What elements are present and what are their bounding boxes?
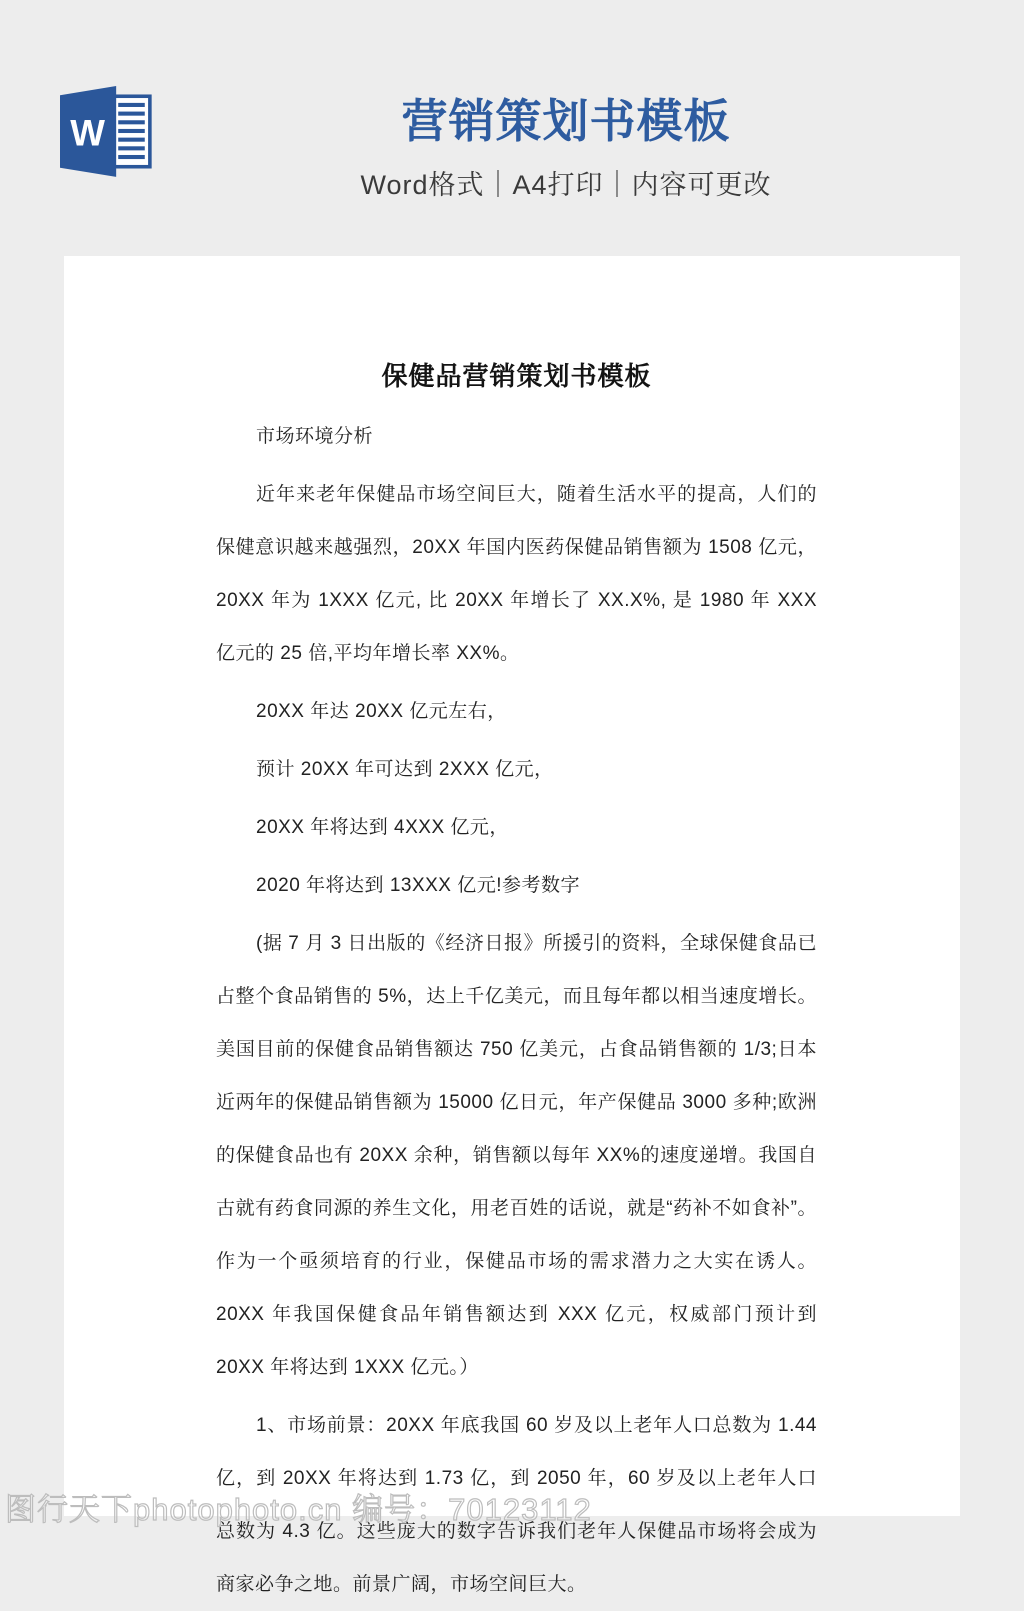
document-page [64, 256, 960, 1595]
paragraph-forecast-2: 预计 20XX 年可达到 2XXX 亿元， [256, 759, 554, 780]
paragraph-forecast-3: 20XX 年将达到 4XXX 亿元， [256, 817, 509, 838]
header [0, 0, 1024, 256]
paragraph-market-analysis-heading: 市场环境分析 [256, 426, 374, 447]
document-title: 保健品营销策划书模板 [381, 361, 652, 391]
word-w-letter: W [70, 112, 105, 154]
paragraph-forecast-4: 2020 年将达到 13XXX 亿元!参考数字 [256, 875, 581, 896]
page-title: 营销策划书模板 [401, 95, 731, 147]
page-subtitle: Word格式｜A4打印｜内容可更改 [360, 169, 772, 200]
watermark-text: 图行天下photophoto.cn 编号：70123112 [5, 1492, 592, 1527]
header-text [108, 96, 1024, 202]
paragraph-market-prospect: 1、市场前景：20XX 年底我国 60 岁及以上老年人口总数为 1.44 亿，到 20XX 年将达到 1.73 亿，到 2050 年，60 岁及以上老年人口总数为 4.3 亿。这些庞大的数字告诉我们老年人保健品市场将会成为商家必争之地。前景广阔，市场空间巨大。 [216, 1415, 817, 1595]
paragraph-market-overview: 近年来老年保健品市场空间巨大，随着生活水平的提高，人们的保健意识越来越强烈，20XX 年国内医药保健品销售额为 1508 亿元，20XX 年为 1XXX 亿元, 比 20XX 年增长了 XX.X%, 是 1980 年 XXX 亿元的 25 倍,平均年增长率 XX%。 [216, 484, 817, 664]
paragraph-forecast-1: 20XX 年达 20XX 亿元左右， [256, 701, 507, 722]
paragraph-global-market: (据 7 月 3 日出版的《经济日报》所援引的资料，全球保健食品已占整个食品销售的 5%，达上千亿美元，而且每年都以相当速度增长。美国目前的保健食品销售额达 750 亿美元，占食品销售额的 1/3;日本近两年的保健品销售额为 15000 亿日元，年产保健品 3000 多种;欧洲的保健食品也有 20XX 余种，销售额以每年 XX%的速度递增。我国自古就有药食同源的养生文化，用老百姓的话说，就是“药补不如食补”。作为一个亟须培育的行业，保健品市场的需求潜力之大实在诱人。20XX 年我国保健食品年销售额达到 XXX 亿元，权威部门预计到 20XX 年将达到 1XXX 亿元。） [216, 933, 817, 1378]
